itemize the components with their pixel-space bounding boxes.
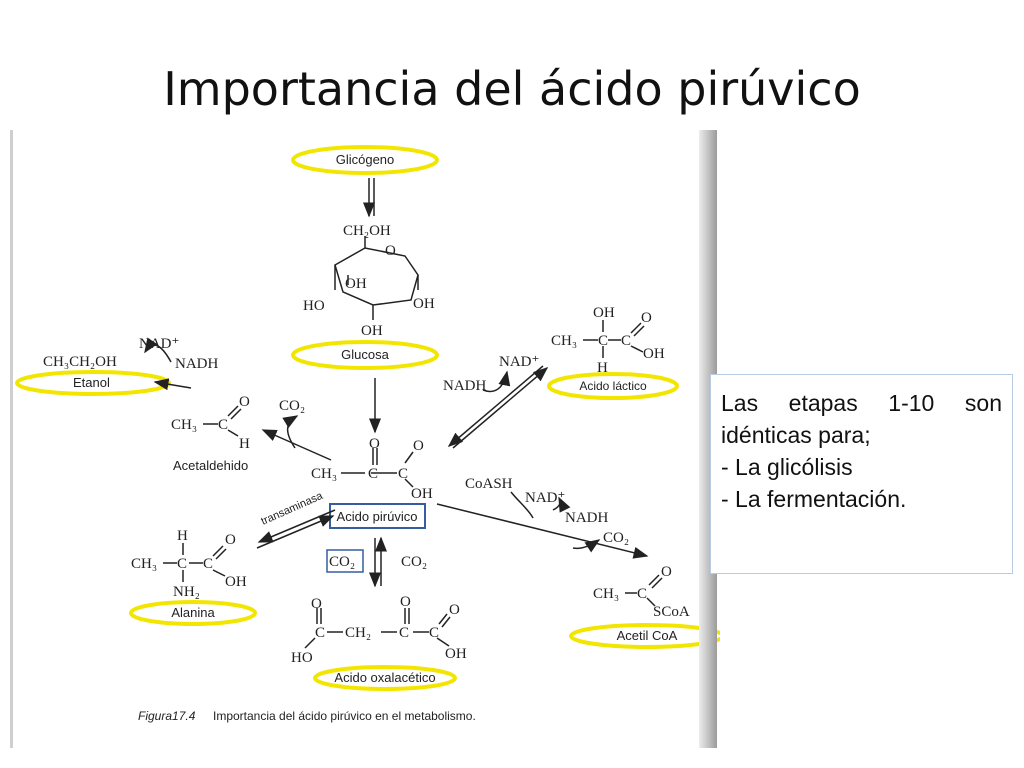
alanine-ch3: CH₃ bbox=[131, 556, 158, 572]
acetaldehyde-ch3: CH₃ bbox=[171, 417, 198, 433]
pyruvate-o-2: O bbox=[413, 438, 424, 454]
acetylcoa-scoa: SCoA bbox=[653, 604, 690, 620]
acetaldehido-label: Acetaldehido bbox=[173, 458, 249, 473]
pyruvate-c1: C bbox=[368, 466, 379, 482]
etanol-label: Etanol bbox=[73, 375, 110, 390]
lactate-oh-right: OH bbox=[643, 346, 665, 362]
acetaldehyde-c: C bbox=[218, 417, 229, 433]
oxaloacetate-ho: HO bbox=[291, 650, 313, 666]
lactate-cofactor-arrow bbox=[483, 372, 507, 391]
oxaloacetate-o-2: O bbox=[400, 594, 411, 610]
oxaloacetate-ch2: CH₂ bbox=[345, 625, 372, 641]
pyruvate-oh: OH bbox=[411, 486, 433, 502]
transaminasa-label: transaminasa bbox=[259, 489, 325, 528]
oxaloacetate-o-1: O bbox=[311, 596, 322, 612]
alanine-structure bbox=[163, 543, 226, 582]
oxaloacetate-c3: C bbox=[429, 625, 440, 641]
acetylcoa-ch3: CH₃ bbox=[593, 586, 620, 602]
glucose-oh-1: OH bbox=[345, 276, 367, 292]
lactate-ch3: CH₃ bbox=[551, 333, 578, 349]
nadh-acetylcoa: NADH bbox=[565, 510, 609, 526]
lactate-oh-top: OH bbox=[593, 305, 615, 321]
note-item-glicolisis: - La glicólisis bbox=[721, 454, 853, 480]
glucose-o: O bbox=[385, 243, 396, 259]
nad-plus-left: NAD⁺ bbox=[139, 336, 180, 352]
glucosa-label: Glucosa bbox=[341, 347, 389, 362]
slide-title: Importancia del ácido pirúvico bbox=[163, 62, 861, 116]
note-line-1: Las etapas 1-10 son bbox=[721, 390, 1002, 416]
figure-caption-text: Importancia del ácido pirúvico en el metabolismo. bbox=[213, 709, 476, 723]
nad-plus-acetylcoa: NAD⁺ bbox=[525, 490, 566, 506]
ethanol-formula: CH₃CH₂OH bbox=[43, 354, 117, 370]
alanina-label: Alanina bbox=[171, 605, 215, 620]
pyruvate-c2: C bbox=[398, 466, 409, 482]
acetaldehyde-h: H bbox=[239, 436, 250, 452]
acetylcoa-o: O bbox=[661, 564, 672, 580]
pyruvate-metabolism-diagram bbox=[13, 130, 720, 748]
alanine-c1: C bbox=[177, 556, 188, 572]
acido-piruvico-label: Acido pirúvico bbox=[336, 509, 418, 524]
alanine-o: O bbox=[225, 532, 236, 548]
lactate-o: O bbox=[641, 310, 652, 326]
scanned-figure bbox=[10, 130, 717, 748]
nadh-left: NADH bbox=[175, 356, 219, 372]
alanine-c2: C bbox=[203, 556, 214, 572]
pyruvate-to-acetaldehyde-arrow bbox=[263, 430, 331, 460]
note-line-2: idénticas para; bbox=[721, 422, 871, 448]
nad-plus-lactate: NAD⁺ bbox=[499, 354, 540, 370]
lactate-c1: C bbox=[598, 333, 609, 349]
co2-left: CO₂ bbox=[279, 398, 306, 414]
co2-right: CO₂ bbox=[603, 530, 630, 546]
oxaloacetate-o-3: O bbox=[449, 602, 460, 618]
oxaloacetate-oh: OH bbox=[445, 646, 467, 662]
note-box bbox=[710, 374, 1013, 574]
acido-oxalacetico-label: Acido oxalacético bbox=[334, 670, 436, 685]
glucose-oh-3: OH bbox=[361, 323, 383, 339]
co2-out: CO₂ bbox=[401, 554, 428, 570]
glucose-oh-2: OH bbox=[413, 296, 435, 312]
acetil-coa-label: Acetil CoA bbox=[616, 628, 678, 643]
acetylcoa-c: C bbox=[637, 586, 648, 602]
pyruvate-o-1: O bbox=[369, 436, 380, 452]
note-item-fermentacion: - La fermentación. bbox=[721, 486, 907, 512]
glucose-ch2oh: CH₂OH bbox=[343, 223, 391, 239]
alanine-nh2: NH₂ bbox=[173, 584, 200, 600]
nadh-lactate: NADH bbox=[443, 378, 487, 394]
acetaldehyde-o: O bbox=[239, 394, 250, 410]
figure-caption-number: Figura17.4 bbox=[138, 709, 196, 723]
lactate-c2: C bbox=[621, 333, 632, 349]
oxaloacetate-c1: C bbox=[315, 625, 326, 641]
alanine-oh: OH bbox=[225, 574, 247, 590]
lactate-h: H bbox=[597, 360, 608, 376]
acido-lactico-label: Acido láctico bbox=[579, 379, 647, 393]
oxaloacetate-c2: C bbox=[399, 625, 410, 641]
lactic-acid-structure bbox=[583, 320, 644, 358]
glucose-ho: HO bbox=[303, 298, 325, 314]
pyruvate-ch3: CH₃ bbox=[311, 466, 338, 482]
alanine-h: H bbox=[177, 528, 188, 544]
glucogeno-label: Glicógeno bbox=[335, 152, 395, 167]
co2-in: CO₂ bbox=[329, 554, 356, 570]
coash: CoASH bbox=[465, 476, 513, 492]
